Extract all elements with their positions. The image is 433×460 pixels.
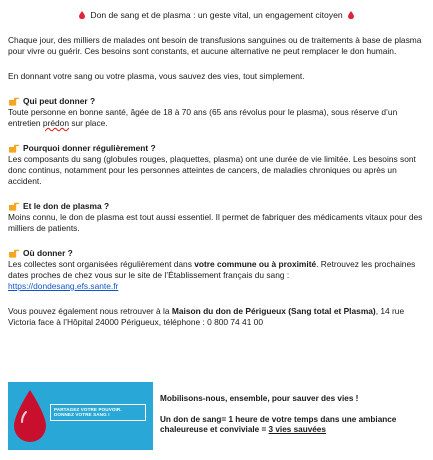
page-title [8, 10, 425, 21]
section-plasma [8, 201, 425, 234]
title-text: Don de sang et de plasma : un geste vital, un engagement citoyen [90, 10, 343, 20]
intro-paragraph: Chaque jour, des milliers de malades ont besoin de transfusions sanguines ou de traitements à base de plasma pour vivre ou guérir. Ces besoins sont constants, et aucune alternative ne peut remplacer le don humain. [8, 35, 422, 56]
location-paragraph: Vous pouvez également nous retrouver à la Maison du don de Périgueux (Sang total et Plasma), 14 rue Victoria face à l’Hôpital 24000 Périgueux, téléphone : 0 800 74 41 00 [8, 306, 405, 327]
flagged-word: prédon [42, 118, 69, 128]
footer-message [160, 394, 426, 436]
pointing-hand-icon [8, 201, 19, 211]
section-body: Toute personne en bonne santé, âgée de 18 à 70 ans (65 ans révolus pour le plasma), sous réserve d’un entretien prédon sur place. [8, 107, 398, 128]
banner-slogan: PARTAGEZ VOTRE POUVOIR. DONNEZ VOTRE SANG ! [50, 404, 146, 421]
section-heading: Qui peut donner ? [8, 96, 425, 107]
footer-line-1: Mobilisons-nous, ensemble, pour sauver des vies ! [160, 394, 359, 403]
section-heading: Pourquoi donner régulièrement ? [8, 143, 425, 154]
section-body: Les collectes sont organisées régulièrement dans votre commune ou à proximité. Retrouvez les prochaines dates proches de chez vous sur le site de l’Établissement français du sang : [8, 259, 416, 280]
blood-drop-icon [348, 11, 354, 19]
section-body: Moins connu, le don de plasma est tout aussi essentiel. Il permet de fabriquer des médicaments vitaux pour des milliers de patients. [8, 212, 423, 233]
pointing-hand-icon [8, 248, 19, 258]
section-heading: Et le don de plasma ? [8, 201, 425, 212]
section-where [8, 248, 425, 292]
highlight-text: votre commune ou à proximité [194, 259, 317, 269]
efs-banner-image [8, 382, 153, 450]
blood-drop-icon [79, 11, 85, 19]
footer-block [0, 376, 433, 452]
lives-saved: 3 vies sauvées [268, 425, 326, 434]
section-heading: Où donner ? [8, 248, 425, 259]
section-why [8, 143, 425, 187]
pointing-hand-icon [8, 143, 19, 153]
location-name: Maison du don de Périgueux (Sang total et Plasma) [171, 306, 376, 316]
section-who [8, 96, 425, 129]
footer-line-2: Un don de sang= 1 heure de votre temps dans une ambiance chaleureuse et conviviale = 3 vies sauvées [160, 414, 397, 434]
efs-website-link[interactable]: https://dondesang.efs.sante.fr [8, 281, 119, 291]
link-line [8, 281, 425, 292]
pointing-hand-icon [8, 96, 19, 106]
lead-paragraph: En donnant votre sang ou votre plasma, vous sauvez des vies, tout simplement. [8, 71, 305, 81]
section-body: Les composants du sang (globules rouges, plaquettes, plasma) ont une durée de vie limitée. Les besoins sont donc continus, notamment pour les personnes atteintes de cancers, de maladies chroniques ou après un accident. [8, 154, 416, 186]
